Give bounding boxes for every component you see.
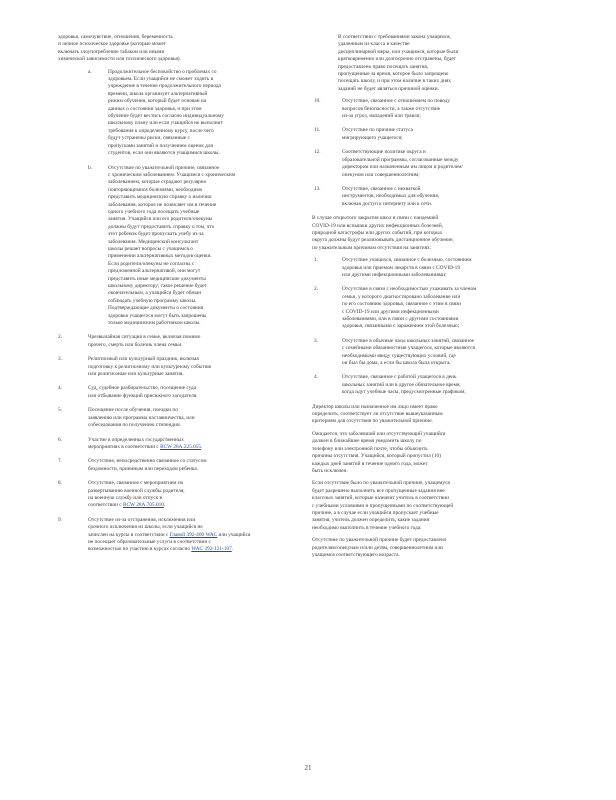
- left-column: [58, 34, 302, 561]
- list-item-number: 10.: [314, 98, 321, 105]
- list-item-text: Участие в определенных государственных мероприятиях в соответствии с: [88, 436, 184, 450]
- list-item-text: Отсутствие по причине статуса мигрирующего учащегося;: [342, 127, 413, 141]
- list-item-2: [58, 334, 302, 349]
- list-item-6: [58, 437, 302, 452]
- list-item-8: [58, 480, 302, 510]
- list-item-number: 4.: [58, 385, 62, 392]
- list-item-10: [312, 98, 570, 120]
- page-number: 21: [304, 764, 312, 772]
- list-item-number: 4.: [314, 374, 318, 381]
- list-item-text: Отсутствие в связи с необходимостью ухаживать за членом семьи, у которого диагностировано заболевание или по его состоянию здоровья, связанное с этим в связи с COVID-19 или другими инфекционными заболеваниями, или в связи с другими состояниями здоровья, связанными с заражением этой болезнью;: [342, 286, 477, 330]
- right-paragraph: Ожидается, что заболевший или отсутствующий учащийся должен в ближайшее время уведомить школу по телефону или электронной почте, чтобы объяснить причины отсутствия. Учащийся, который пропустил (10) каждых дней занятий в течение одного года, может быть исключен.: [312, 430, 446, 474]
- list-item-text-end: .: [201, 443, 203, 450]
- sub-item-text: Продолжительное беспокойство о проблемах со здоровьем. Если учащийся не сможет ходить в учреждение в течение продолжительного периода времени, школа организует альтернативный режим обучения, который будет основан на данных о состоянии здоровья, и при этом обучение будет вестись согласно индивидуальному школьному плану или если учащийся не выполнит требования к определенному курсу, после чего будут устранены риски, связанные с пропусками занятий и получением оценок для студентов, если они являются учащимися школы.: [108, 68, 224, 157]
- list-item-text: Чрезвычайная ситуация в семье, включая помимо прочего, смерть или болезнь члена семьи.: [88, 334, 201, 348]
- list-item-number: 11.: [314, 127, 321, 134]
- right-paragraph: Если отсутствие было по уважительной причине, учащемуся будет разрешено выполнить все пропущенные задания вне классных занятий, которые назначит учитель в соответствии с учебными условиями и пропущенными по соответствующей причине, а в случае если учащийся пропускает учебные занятия, учитель должен определить, какие задания необходимо выполнить в течение учебного года.: [312, 480, 454, 531]
- list-item-text: Отсутствие, связанное с мероприятием по развертыванию военной службы родителя, на военную службу или отпуск в соответствии с: [88, 480, 185, 509]
- list-item-text: Отсутствие, связанное с отношением по поводу вопросов безопасности, а также отсутствие из-за угроз, нападений или травли;: [342, 98, 451, 120]
- covid-item-3: [312, 338, 570, 368]
- list-item-number: 3.: [314, 337, 318, 344]
- covid-item-1: [312, 257, 570, 279]
- list-item-number: 5.: [58, 407, 62, 414]
- list-item-text-middle: или учащийся не посещает образовательные услуги в соответствии с возможностью по участию в курсах согласно: [88, 531, 251, 553]
- list-item-text: Отсутствие, связанное с нехваткой инструментов, необходимых для обучения, включая доступ к интернету или к сети.: [342, 185, 440, 207]
- list-item-text-end: .: [163, 502, 166, 509]
- rcw-link[interactable]: RCW 28A.705.010: [122, 502, 164, 509]
- list-item-number: 2.: [58, 334, 62, 341]
- list-item-12: [312, 149, 570, 179]
- list-item-7: [58, 458, 302, 473]
- right-paragraph: Директор школы или назначенное им лицо имеет право определить, соответствует ли отсутствие вышеуказанным критериям для отсутствия по уважительной причине.: [312, 403, 443, 425]
- list-item-number: 13.: [314, 185, 321, 192]
- list-item-text: Посещение после обучения, поездки по заявлению или программа наставничества, или собеседования по получению стипендии.: [88, 407, 195, 429]
- list-item-text: Соответствующие политике округа и образовательной программы, согласованные между директором или назначенным им лицом и родителем/ опекуном или совершеннолетним;: [342, 149, 463, 178]
- covid-item-4: [312, 374, 570, 396]
- sub-item-marker: b.: [88, 164, 92, 171]
- list-item-text: Отсутствие из-за отстранения, исключения или срочного исключения из школы, если учащийся не зачислен на курсы в соответствии с: [88, 516, 203, 538]
- sub-item-text: Отсутствие по уважительной причине, связанное с хроническим заболеванием. Учащимся с хроническим заболеванием, которые страдают регулярно повторяющимися болезнями, необходимо представить медицинскую справку о наличии заболевания, которое не позволяет им в течение одного учебного года посещать учебные занятия. Учащийся или его родители/опекуны должны будут предоставить справку о том, что этот ребенок будет пропускать учебу из-за заболевания. Медицинский консультант школы решает вопросы с учащимся о применении альтернативных методов оценки. Если родители/опекуны не согласны с предложенной альтернативой, они могут представить иные медицинские документы школьному директору; такое решение будет окончательным, а учащийся будет обязан соблюдать учебную программу школы. Подтверждающие документы о состоянии здоровья учащегося могут быть запрошены только медицинским работником школы.: [108, 164, 236, 327]
- list-item-text: Отсутствие учащихся, связанное с болезнью, состоянием здоровья или приемом лекарств в связи с COVID-19 или другими инфекционными заболеваниями;: [342, 257, 472, 278]
- sub-item-b: [58, 165, 302, 328]
- list-item-number: 6.: [58, 436, 62, 443]
- sub-item-a: [58, 69, 302, 158]
- right-paragraph: Отсутствие по уважительной причине будет предоставлено родителям/опекунам и/или детям, совершеннолетним или учащимся соответствующего возраста.: [312, 537, 447, 558]
- covid-item-2: [312, 286, 570, 330]
- list-item-number: 7.: [58, 458, 62, 465]
- list-item-number: 1.: [314, 257, 318, 264]
- covid-intro-paragraph: В случае открытого закрытия школ в связи с пандемией COVID-19 или вспышки других инфекционных болезней, природной катастрофы или других событий, при которых округа должны будут реализовывать дистанционное обучение, по уважительным причинам отсутствия на занятиях:: [312, 215, 454, 251]
- list-item-4: [58, 385, 302, 400]
- list-item-text: Религиозный или культурный праздник, включая подготовку к религиозному или культурному событию или религиозные или культурные занятия.: [88, 356, 212, 378]
- list-item-number: 9.: [58, 516, 62, 523]
- list-item-text: Отсутствие, непосредственно связанное со статусом бездомности, приемным или переходом ребенка.: [88, 458, 207, 472]
- list-item-11: [312, 127, 570, 142]
- list-item-number: 2.: [314, 286, 318, 293]
- wac-link[interactable]: WAC 392-121-107: [191, 546, 232, 553]
- list-item-number: 12.: [314, 149, 321, 156]
- list-item-9: [58, 517, 302, 554]
- list-item-3: [58, 356, 302, 378]
- rcw-link[interactable]: RCW 28A.225.055: [160, 443, 202, 450]
- list-item-text: Отсутствие, связанное с работой учащегося в день школьных занятий или в другое обязательное время, когда идут учебные часы, предусмотренные графиком;: [342, 374, 466, 396]
- list-item-text: Отсутствие в обычные часы школьных занятий, связанное с семейными обязанностями учащегося, которые являются необходимыми ввиду существующих условий, где он был бы дома, а если бы школа была открыта;: [342, 337, 475, 367]
- right-intro-paragraph: В соответствии с требованиями закона учащимся, удаленным из класса в качестве дисциплинарной меры, или учащимся, которые были кратковременно или долгосрочно отстранены, будет предоставлено право посещать занятия, пропущенные за время, которое было запрещено посещать школу, и при этом наличие в таких днях заданий не будет являться причиной оценки.: [338, 34, 459, 92]
- list-item-text-end: .: [231, 546, 234, 553]
- list-item-5: [58, 407, 302, 429]
- list-item-text: Суд, судебное разбирательство, посещение суда или отбывание функций присяжного заседателя.: [88, 385, 198, 399]
- right-column: [312, 34, 570, 564]
- sub-item-marker: a.: [88, 68, 92, 75]
- left-intro-paragraph: здоровья, самочувствие, отношения, беременность и личное психическое здоровье (которые может включать злоупотребление табаком или иными химической зависимости или психического здоровья).: [58, 34, 181, 63]
- list-item-number: 8.: [58, 480, 62, 487]
- wac-chapter-link[interactable]: Главой 392-400 WAC: [169, 531, 218, 538]
- list-item-13: [312, 186, 570, 208]
- list-item-number: 3.: [58, 356, 62, 363]
